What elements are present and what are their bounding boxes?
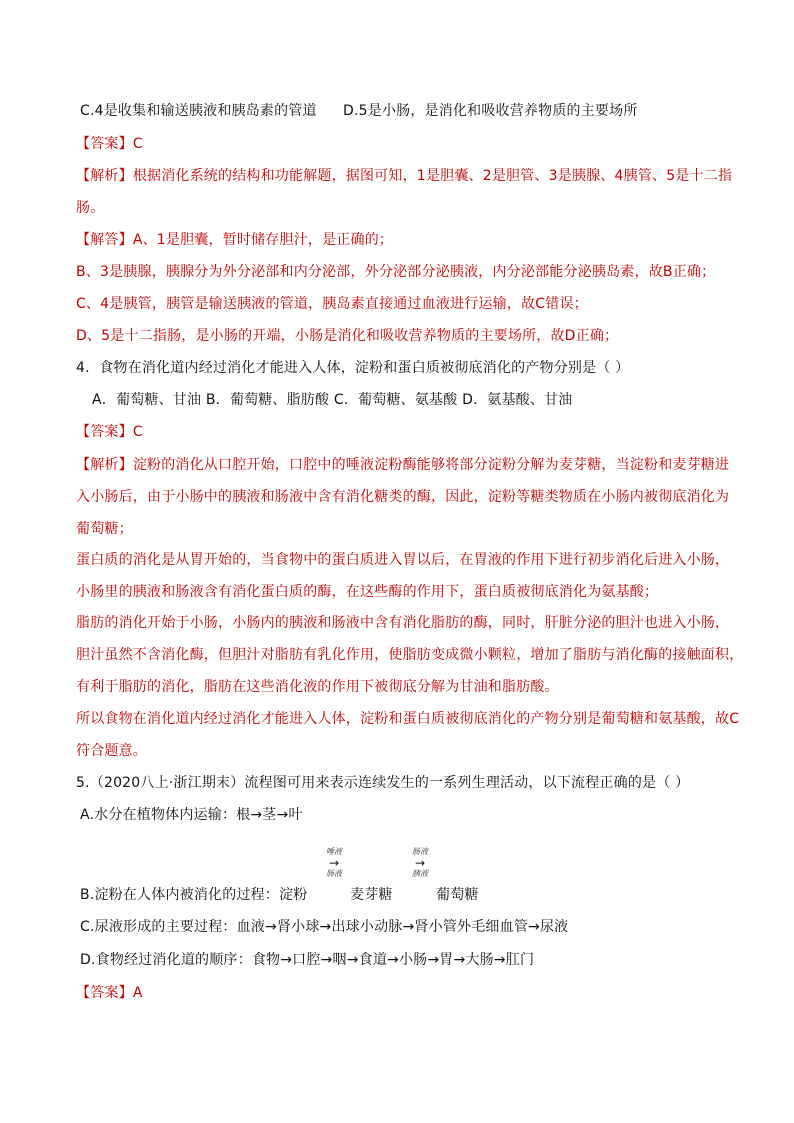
q3-solution-line2: B、3是胰腺，胰腺分为外分泌部和内分泌部，外分泌部分泌胰液，内分泌部能分泌胰岛素，故B正确； [76,264,716,280]
q4-fat-line2: 胆汁虽然不含消化酶，但胆汁对脂肪有乳化作用，使脂肪变成微小颗粒，增加了脂肪与消化酶的接触面积， [76,647,744,663]
q3-solution-line3: C、4是胰管，胰管是输送胰液的管道，胰岛素直接通过血液进行运输，故C错误； [76,296,588,312]
q5-choice-b-mid: 麦芽糖 [350,887,393,903]
q5-answer [76,983,143,1003]
q4-analysis-line3: 葡萄糖； [76,521,133,537]
answer-label: 【答案】 [76,985,133,1001]
q3-analysis-line1 [76,166,732,186]
q3-choice-c: C.4是收集和输送胰液和胰岛素的管道 [80,103,317,119]
q4-fat-line1: 脂肪的消化开始于小肠，小肠内的胰液和肠液中含有消化脂肪的酶，同时，肝脏分泌的胆汁也进入小肠， [76,615,730,631]
q5-choice-b-end: 葡萄糖 [436,887,479,903]
answer-value: C [132,136,143,152]
q4-fat-line3: 有利于脂肪的消化，脂肪在这些消化液的作用下被彻底分解为甘油和脂肪酸。 [76,679,559,695]
reaction-arrow-2 [402,847,438,879]
q3-solution-line1 [76,230,393,250]
q5-choice-b-prefix: B.淀粉在人体内被消化的过程：淀粉 [80,887,308,903]
arrow-2-top-label: 肠液 [412,847,428,856]
arrow-1-bottom-label: 肠液 [326,869,342,878]
q4-question: 4．食物在消化道内经过消化才能进入人体，淀粉和蛋白质被彻底消化的产物分别是（ ） [76,360,630,376]
q4-protein-line1: 蛋白质的消化是从胃开始的，当食物中的蛋白质进入胃以后，在胃液的作用下进行初步消化后进入小肠， [76,552,730,568]
arrow-2-bottom-label: 胰液 [412,869,428,878]
answer-label: 【答案】 [76,136,133,152]
q4-analysis-line1 [76,455,729,475]
q4-analysis-line2: 入小肠后，由于小肠中的胰液和肠液中含有消化糖类的酶，因此，淀粉等糖类物质在小肠内被彻底消化为 [76,489,730,505]
q4-choices: A．葡萄糖、甘油 B．葡萄糖、脂肪酸 C．葡萄糖、氨基酸 D．氨基酸、甘油 [92,392,573,408]
q3-analysis-line2: 肠。 [76,200,105,216]
q3-answer [76,134,143,154]
reaction-arrow-1 [316,847,352,879]
analysis-text: 淀粉的消化从口腔开始，口腔中的唾液淀粉酶能够将部分淀粉分解为麦芽糖，当淀粉和麦芽糖进 [132,457,730,473]
analysis-label: 【解析】 [76,168,133,184]
answer-value: C [132,424,143,440]
q5-choice-d: D.食物经过消化道的顺序：食物→口腔→咽→食道→小肠→胃→大肠→肛门 [80,952,535,968]
analysis-label: 【解析】 [76,457,133,473]
q5-choice-c: C.尿液形成的主要过程：血液→肾小球→出球小动脉→肾小管外毛细血管→尿液 [80,919,569,935]
q4-answer [76,422,143,442]
right-arrow-icon: → [414,856,426,870]
answer-label: 【答案】 [76,424,133,440]
q5-question: 5.（2020八上·浙江期末）流程图可用来表示连续发生的一系列生理活动，以下流程正确的是（ ） [76,775,690,791]
arrow-1-top-label: 唾液 [326,847,342,856]
q4-conclusion-line1: 所以食物在消化道内经过消化才能进入人体，淀粉和蛋白质被彻底消化的产物分别是葡萄糖和氨基酸，故C [76,711,740,727]
q3-solution-line4: D、5是十二指肠，是小肠的开端，小肠是消化和吸收营养物质的主要场所，故D正确； [76,328,619,344]
q4-conclusion-line2: 符合题意。 [76,743,147,759]
right-arrow-icon: → [328,856,340,870]
q4-protein-line2: 小肠里的胰液和肠液含有消化蛋白质的酶，在这些酶的作用下，蛋白质被彻底消化为氨基酸； [76,584,659,600]
q3-choice-d: D.5是小肠，是消化和吸收营养物质的主要场所 [343,103,638,119]
q5-choice-a: A.水分在植物体内运输：根→茎→叶 [80,807,303,823]
solution-label: 【解答】 [76,232,133,248]
solution-text: A、1是胆囊，暂时储存胆汁，是正确的； [132,232,394,248]
answer-value: A [132,985,143,1001]
analysis-text: 根据消化系统的结构和功能解题，据图可知，1是胆囊、2是胆管、3是胰腺、4胰管、5是十二指 [132,168,733,184]
